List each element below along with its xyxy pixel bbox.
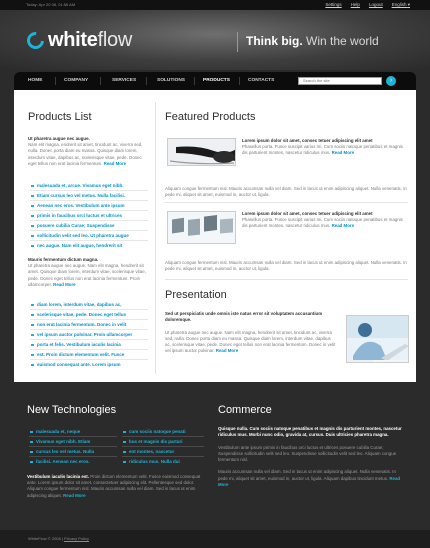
commerce-text-2: Mauris accumsan nulla vel diam. Sed in lacus ut enim adipiscing aliquet. Nulla venenatis. In pede mi, aliquet sit amet, euismod in, auctor ut, ligula. Aliquam dapibus tincidunt metus. [218,469,396,481]
tech-link[interactable]: facilisi. Aenean nec eros. [29,459,90,464]
products-mid [28,257,146,288]
list-divider [29,456,117,457]
products-intro-text: Nam elit magna, endrerit sit amet, tincidunt ac, viverra sed, nulla. Donec porta diam eu massa. Quisque diam lorem, interdum vitae, dapibus ac, scelerisque vitae, pede. Donec eget tellus non erat lacinia fermentum. [28,142,143,166]
slogan-soft: Win the world [306,34,379,48]
featured-products-title: Featured Products [165,111,256,123]
featured-item-2-desc: Aliquam congue fermentum nisl. Mauris accumsan nulla vel diam. Sed in lacus ut enim adipiscing aliquet. Nulla venenatis. In pede mi, aliquet sit amet, euismod in, auctor ut, ligula. [165,260,407,272]
featured-item-2-more-link[interactable]: Read More [331,223,355,229]
glasses-graphic [168,139,236,166]
presentation-body [165,311,337,354]
list-item[interactable]: scelerisque vitae, pede. Donec eget tellus [30,312,126,317]
footer [0,530,430,548]
products-list-title: Products List [28,111,92,123]
new-tech-more-link[interactable]: Read More [63,492,86,498]
featured-item-2-lead: Lorem ipsum dolor sit amet, consec tetuer adipiscing elit amet [242,211,373,216]
list-item[interactable]: porta et felis. Vestibulum iaculis lacinia [30,342,121,347]
laptop-person-graphic [347,316,409,363]
presentation-text: Ut pharetra augue nec augue. Nam elit magna, hendrerit sit amet, tincidunt ac, viverra sed, nulla. Donec porta diam eu massa. Quisque diam lorem, interdum vitae, dapibus ac, scelerisque vitae, pede. Donec eget tellus non erat lacinia fermentum. Donec in velit vel ipsum auctor pulvinar. [165,329,336,354]
products-mid-more-link[interactable]: Read More [53,281,76,287]
list-item[interactable]: Aenean nec eros. Vestibulum ante ipsum [30,203,125,208]
list-item[interactable]: diam lorem, interdum vitae, dapibus ac, [30,302,122,307]
products-mid-lead: Mauris fermentum dictum magna. [28,257,99,262]
list-divider [30,319,148,320]
logo-bold: white [48,29,98,51]
slogan [246,34,379,48]
new-tech-title: New Technologies [27,404,117,416]
presentation-title: Presentation [165,289,227,301]
column-divider [155,102,156,374]
nav-divider [194,77,195,85]
list-item[interactable]: malesuada et, arcue. Vivamus eget nibh. [30,183,123,188]
presentation-image[interactable] [346,315,409,363]
list-divider [30,200,148,201]
nav-divider [146,77,147,85]
nav-divider [239,77,240,85]
list-item[interactable]: est. Proin dictum elementum velit. Fusce [30,352,124,357]
products-intro-lead: Ut pharetra augue nec augue. [28,136,90,141]
nav-home[interactable]: HOME [28,78,43,83]
featured-item-1 [242,138,407,157]
nav-contacts[interactable]: CONTACTS [248,78,275,83]
new-tech-body [27,474,207,499]
featured-item-2-text: Phasellus porta. Fusce suscipit varius mi. Cum sociis natoque penatibus et magnis dis parturient montes, nascetur ridiculus mus. [242,217,403,229]
commerce-text-1: Vestibulum ante ipsum primis in faucibus orci luctus et ultrices posuere cubilia Curae; Suspendisse sollicitudin velit sed leo. Suspendisse sollicitudin velit sed leo. Aliquam congue fermentum nisl. [218,444,397,463]
nav-company[interactable]: COMPANY [64,78,89,83]
list-divider [29,446,117,447]
list-divider [122,446,204,447]
tech-link[interactable]: Vivamus eget nibh. Etiam [29,439,90,444]
logo-thin: flow [97,29,132,51]
top-links [325,2,410,8]
products-intro [28,136,146,167]
bottom-section [14,394,416,524]
header [0,10,430,70]
product-image-charts[interactable] [167,211,236,244]
footer-copy: © 2008 [47,536,61,541]
list-item[interactable]: sollicitudin velit sed leo. Ut pharetra augue [30,233,129,238]
list-divider [30,349,148,350]
list-item[interactable]: primis in faucibus orci luctus et ultrices [30,213,122,218]
section-divider [165,279,408,280]
list-divider [29,436,117,437]
list-divider [30,359,148,360]
charts-graphic [168,212,236,244]
help-link[interactable]: Help [350,2,360,7]
list-divider [30,220,148,221]
search-input[interactable]: Search the site [298,77,382,85]
current-date: Today: Apr 20 08, 01:56 AM [26,2,76,7]
commerce-more-link[interactable]: Read More [218,475,401,487]
footer-separator: | [61,536,63,541]
tech-link[interactable]: bus et magnis dis parturi [122,439,183,444]
list-item[interactable]: euismod consequat ante. Lorem ipsum [30,362,121,367]
list-divider [30,339,148,340]
tech-link[interactable]: cum sociis natoque penati [122,429,186,434]
arrow-right-icon: › [389,77,393,84]
product-image-glasses[interactable] [167,138,236,166]
products-mid-text: Ut pharetra augue nec augue. Nam elit magna, hendrerit sit amet. Quisque diam lorem, interdum vitae, scelerisque vitae, pede. Donec eget tellus non erat lacinia fermentum. Proin ullamcorper. [28,263,146,287]
new-tech-lead: Vestibulum iaculis lacinia est. [27,474,89,479]
nav-services[interactable]: SERVICES [112,78,137,83]
section-divider [165,202,408,203]
main-nav [14,72,416,90]
language-label: English [391,2,407,7]
list-divider [122,456,204,457]
settings-link[interactable]: Settings [325,2,342,7]
footer-copyright [28,536,89,541]
featured-item-1-lead: Lorem ipsum dolor sit amet, consec tetuer adipiscing elit amet [242,138,373,143]
tech-link[interactable]: ent montes, nascetur [122,449,174,454]
list-divider [30,230,148,231]
list-divider [30,210,148,211]
featured-item-1-text: Phasellus porta. Fusce suscipit varius mi. Cum sociis natoque penatibus et magnis dis parturient montes, nascetur ridiculus mus. [242,144,403,156]
list-item[interactable]: non erat lacinia fermentum. Donec in velit [30,322,126,327]
commerce-lead: Quisque nulla. Cum sociis natoque penatibus et magnis dis parturient montes, nascetur ridiculus mus. Morbi nunc odio, gravida at, cursus. Duis ultricies pharetra magna. [218,426,402,438]
list-divider [30,190,148,191]
list-divider [30,309,148,310]
tech-link[interactable]: cursus leo vel metus. Nulla [29,449,94,454]
nav-products[interactable]: PRODUCTS [203,78,230,83]
logout-link[interactable]: Logout [368,2,383,7]
commerce-title: Commerce [218,404,272,416]
list-divider [30,240,148,241]
top-bar [0,0,430,10]
privacy-policy-link[interactable]: Privacy Policy [64,536,89,541]
nav-divider [100,77,101,85]
list-divider [30,329,148,330]
search-button[interactable] [386,76,396,86]
presentation-more-link[interactable]: Read More [215,348,239,354]
list-item[interactable]: vel ipsum auctor pulvinar. Proin ullamcorper [30,332,132,337]
nav-divider [55,77,56,85]
list-item[interactable]: nec augue. Nam elit augue, hendrerit sit [30,243,122,248]
nav-solutions[interactable]: SOLUTIONS [157,78,185,83]
list-item[interactable]: Etiam cursus leo vel metus. Nulla facilisi. [30,193,125,198]
featured-item-1-more-link[interactable]: Read More [331,150,355,156]
list-item[interactable]: posuere cubilia Curae; Suspendisse [30,223,115,228]
content-area [14,90,416,382]
featured-item-2 [242,211,407,230]
new-tech-text: Proin dictum elementum velit. Fusce euismod consequat ante. Lorem ipsum dolor sit amet, consectetuer adipiscing elit. Pellentesque sed dolor. Aliquam congue fermentum nisl. Mauris accumsan nulla vel diam. Sed in lacus ut enim adipiscing aliquet. [27,474,201,498]
featured-item-1-desc: Aliquam congue fermentum nisl. Mauris accumsan nulla vel diam. Sed in lacus ut enim adipiscing aliquet. Nulla venenatis. In pede mi, aliquet sit amet, euismod in, auctor ut, ligula. [165,186,407,198]
language-select[interactable] [392,2,410,8]
logo[interactable] [48,29,132,52]
tech-link[interactable]: malesuada et, neque [29,429,80,434]
logo-ring-icon [24,29,48,53]
chevron-down-icon: ▾ [407,2,410,7]
footer-brand: WhiteFlow [28,536,47,541]
slogan-strong: Think big. [246,34,303,48]
commerce-body [218,426,404,488]
list-divider [122,436,204,437]
presentation-lead: Sed ut perspiciatis unde omnis iste natus error sit voluptatem accusantium doloremque. [165,311,323,323]
slogan-divider [237,32,238,52]
products-intro-more-link[interactable]: Read More [103,160,127,166]
tech-link[interactable]: ridiculus mus. Nulla dui [122,459,180,464]
